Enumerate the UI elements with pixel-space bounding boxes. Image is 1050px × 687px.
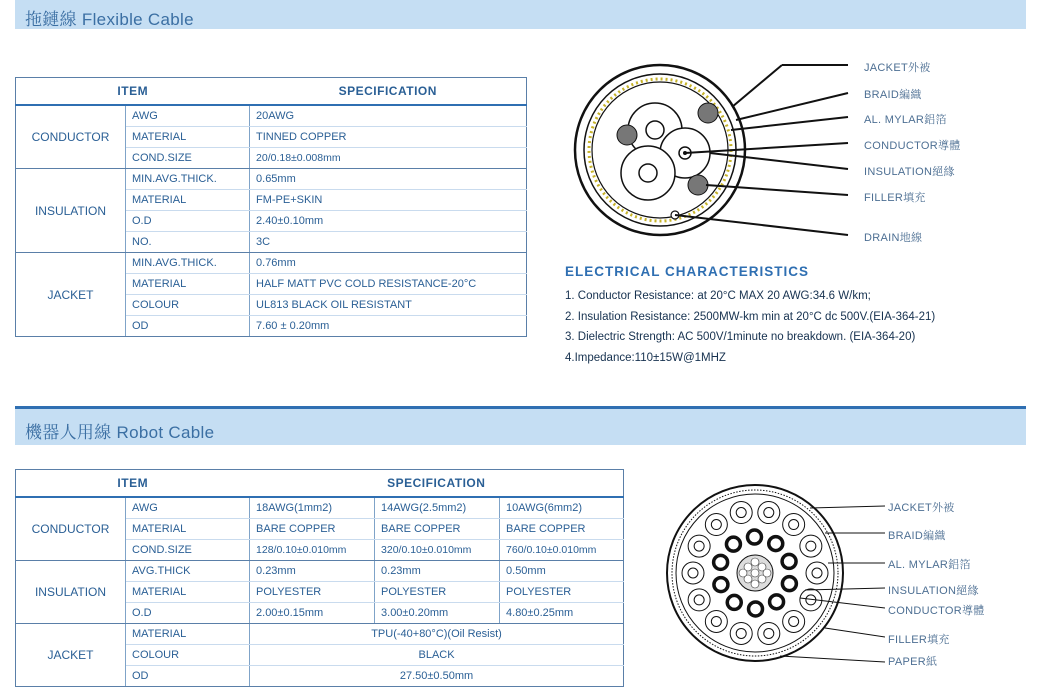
row-value: TPU(-40+80°C)(Oil Resist) — [250, 624, 624, 645]
inner-core — [714, 555, 728, 569]
robot-cable-title: 機器人用線 Robot Cable — [25, 423, 215, 442]
row-value: 0.23mm — [250, 561, 375, 582]
row-value: 760/0.10±0.010mm — [500, 540, 624, 561]
item-header: ITEM — [16, 470, 250, 498]
row-item: MATERIAL — [126, 582, 250, 603]
inner-core — [726, 537, 740, 551]
center-strand — [751, 558, 759, 566]
row-item: O.D — [126, 603, 250, 624]
row-value: TINNED COPPER — [250, 127, 527, 148]
inner-core — [769, 537, 783, 551]
row-value: 128/0.10±0.010mm — [250, 540, 375, 561]
flex-label-drain: DRAIN地線 — [864, 232, 923, 244]
row-value: 2.00±0.15mm — [250, 603, 375, 624]
conductor-label: CONDUCTOR — [16, 497, 126, 561]
row-item: MATERIAL — [126, 624, 250, 645]
outer-core-conductor — [806, 541, 816, 551]
row-value: BARE COPPER — [250, 519, 375, 540]
row-value: POLYESTER — [375, 582, 500, 603]
jacket-label: JACKET — [16, 624, 126, 687]
insulation-label: INSULATION — [16, 169, 126, 253]
robot-label-insulation: INSULATION絕緣 — [888, 585, 979, 597]
center-strand — [751, 569, 759, 577]
row-item: COLOUR — [126, 295, 250, 316]
flexible-cable-banner — [15, 0, 1026, 29]
outer-core-conductor — [789, 520, 799, 530]
center-strand — [739, 569, 747, 577]
row-value: 3C — [250, 232, 527, 253]
row-item: NO. — [126, 232, 250, 253]
flex-label-jacket: JACKET外被 — [864, 62, 931, 74]
row-value: BARE COPPER — [500, 519, 624, 540]
inner-core — [782, 554, 796, 568]
row-value: 27.50±0.50mm — [250, 666, 624, 687]
flex-label-conductor: CONDUCTOR導體 — [864, 140, 961, 152]
row-value: 0.65mm — [250, 169, 527, 190]
filler-2 — [698, 103, 718, 123]
outer-core-conductor — [688, 568, 698, 578]
flexible-spec-table — [15, 77, 527, 337]
row-value: BARE COPPER — [375, 519, 500, 540]
outer-core-conductor — [711, 616, 721, 626]
row-item: COLOUR — [126, 645, 250, 666]
row-value: 3.00±0.20mm — [375, 603, 500, 624]
row-value: 20/0.18±0.008mm — [250, 148, 527, 169]
filler-1 — [617, 125, 637, 145]
row-value: 2.40±0.10mm — [250, 211, 527, 232]
row-item: MIN.AVG.THICK. — [126, 253, 250, 274]
robot-label-filler: FILLER填充 — [888, 634, 950, 646]
robot-label-mylar: AL. MYLAR鋁箔 — [888, 559, 971, 571]
row-item: MATERIAL — [126, 127, 250, 148]
insulation-label: INSULATION — [16, 561, 126, 624]
electrical-heading: ELECTRICAL CHARACTERISTICS — [565, 264, 810, 279]
row-item: AWG — [126, 105, 250, 127]
robot-label-conductor: CONDUCTOR導體 — [888, 605, 985, 617]
inner-core — [747, 530, 761, 544]
inner-core — [782, 577, 796, 591]
inner-core — [727, 595, 741, 609]
inner-core — [749, 602, 763, 616]
filler-3 — [688, 175, 708, 195]
row-item: AVG.THICK — [126, 561, 250, 582]
center-strand — [763, 569, 771, 577]
robot-label-paper: PAPER紙 — [888, 656, 938, 668]
outer-core-conductor — [711, 520, 721, 530]
outer-core-conductor — [736, 628, 746, 638]
row-value: FM-PE+SKIN — [250, 190, 527, 211]
row-item: MIN.AVG.THICK. — [126, 169, 250, 190]
robot-cable-cross-section — [660, 478, 885, 676]
row-value: POLYESTER — [500, 582, 624, 603]
spec-header: SPECIFICATION — [250, 78, 527, 106]
flex-label-filler: FILLER填充 — [864, 192, 926, 204]
outer-core-conductor — [764, 508, 774, 518]
item-header: ITEM — [16, 78, 250, 106]
row-value: 4.80±0.25mm — [500, 603, 624, 624]
row-value: POLYESTER — [250, 582, 375, 603]
row-item: MATERIAL — [126, 190, 250, 211]
outer-core-conductor — [812, 568, 822, 578]
spec-header: SPECIFICATION — [250, 470, 624, 498]
outer-core-conductor — [789, 616, 799, 626]
electrical-line: 4.Impedance:110±15W@1MHZ — [565, 351, 726, 364]
row-value: 7.60 ± 0.20mm — [250, 316, 527, 337]
robot-label-braid: BRAID編織 — [888, 530, 946, 542]
robot-label-jacket: JACKET外被 — [888, 502, 955, 514]
row-item: AWG — [126, 497, 250, 519]
row-value: 0.23mm — [375, 561, 500, 582]
flexible-cable-title: 拖鏈線 Flexible Cable — [25, 10, 194, 29]
row-value: 14AWG(2.5mm2) — [375, 497, 500, 519]
robot-spec-table — [15, 469, 624, 687]
inner-core — [770, 595, 784, 609]
row-value: 10AWG(6mm2) — [500, 497, 624, 519]
row-value: 18AWG(1mm2) — [250, 497, 375, 519]
flex-label-mylar: AL. MYLAR鋁箔 — [864, 114, 947, 126]
electrical-line: 2. Insulation Resistance: 2500MW-km min at 20°C dc 500V.(EIA-364-21) — [565, 310, 936, 323]
row-item: O.D — [126, 211, 250, 232]
row-item: MATERIAL — [126, 519, 250, 540]
row-value: 0.50mm — [500, 561, 624, 582]
row-item: MATERIAL — [126, 274, 250, 295]
flex-label-insulation: INSULATION絕緣 — [864, 166, 955, 178]
center-strand — [751, 580, 759, 588]
inner-core — [714, 578, 728, 592]
outer-core-conductor — [694, 595, 704, 605]
outer-core-conductor — [694, 541, 704, 551]
row-item: COND.SIZE — [126, 148, 250, 169]
conductor-label: CONDUCTOR — [16, 105, 126, 169]
row-value: 0.76mm — [250, 253, 527, 274]
row-value: 20AWG — [250, 105, 527, 127]
outer-core-conductor — [736, 508, 746, 518]
electrical-line: 1. Conductor Resistance: at 20°C MAX 20 AWG:34.6 W/km; — [565, 290, 871, 302]
row-value: UL813 BLACK OIL RESISTANT — [250, 295, 527, 316]
row-item: COND.SIZE — [126, 540, 250, 561]
row-value: HALF MATT PVC COLD RESISTANCE-20°C — [250, 274, 527, 295]
electrical-line: 3. Dielectric Strength: AC 500V/1minute no breakdown. (EIA-364-20) — [565, 331, 916, 343]
row-value: BLACK — [250, 645, 624, 666]
electrical-characteristics — [565, 264, 1035, 368]
outer-core-conductor — [764, 628, 774, 638]
flexible-cable-cross-section — [560, 45, 860, 255]
row-item: OD — [126, 316, 250, 337]
row-value: 320/0.10±0.010mm — [375, 540, 500, 561]
jacket-label: JACKET — [16, 253, 126, 337]
flex-label-braid: BRAID編織 — [864, 89, 922, 101]
robot-cable-banner — [15, 406, 1026, 445]
row-item: OD — [126, 666, 250, 687]
